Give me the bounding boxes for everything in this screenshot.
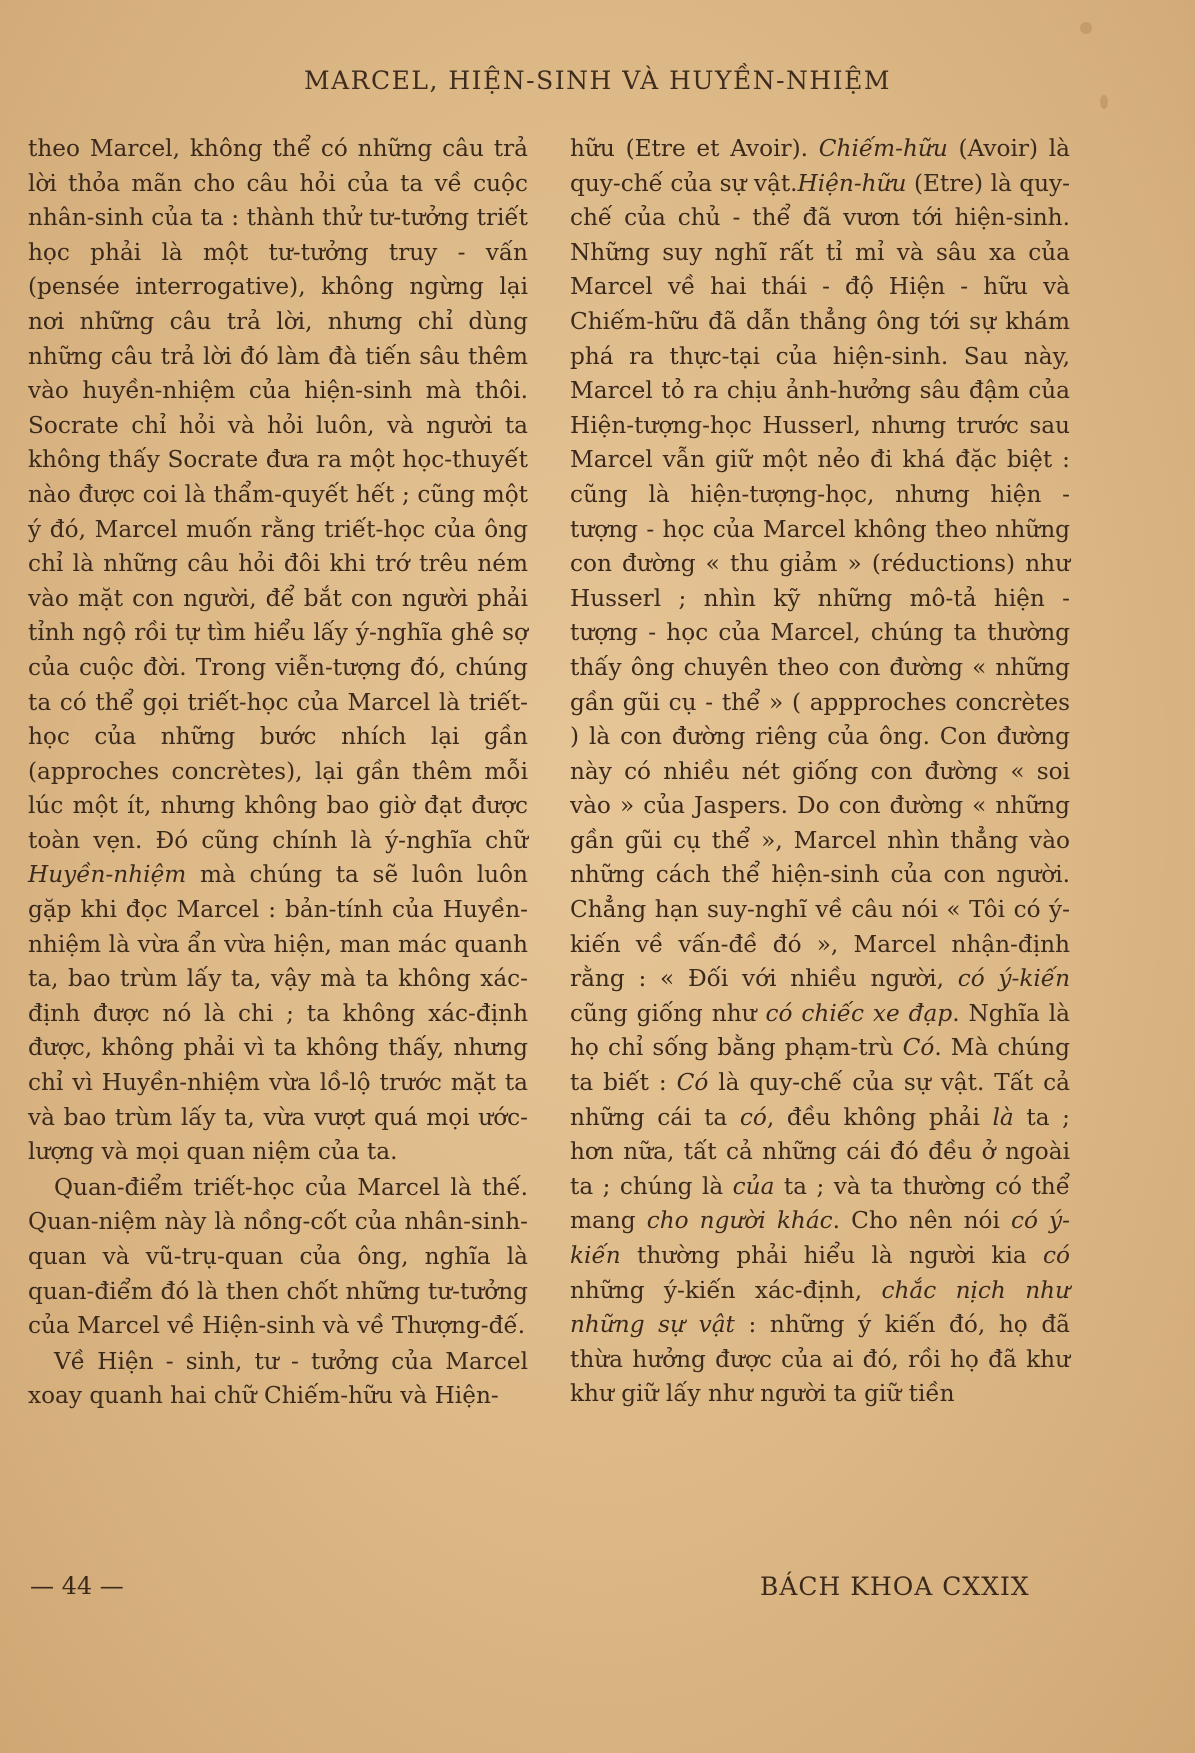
paragraph: theo Marcel, không thể có những câu trả lời thỏa mãn cho câu hỏi của ta về cuộc nhân-sinh của ta : thành thử tư-tưởng triết học phải là một tư-tưởng truy - vấn (pensée interrogative), không ngừng lại nơi những câu trả lời, nhưng chỉ dùng những câu trả lời đó làm đà tiến sâu thêm vào huyền-nhiệm của hiện-sinh mà thôi. Socrate chỉ hỏi và hỏi luôn, và người ta không thấy Socrate đưa ra một học-thuyết nào được coi là thẩm-quyết hết ; cũng một ý đó, Marcel muốn rằng triết-học của ông chỉ là những câu hỏi đôi khi trớ trêu ném vào mặt con người, để bắt con người phải tỉnh ngộ rồi tự tìm hiểu lấy ý-nghĩa ghê sợ của cuộc đời. Trong viễn-tượng đó, chúng ta có thể gọi triết-học của Marcel là triết-học của những bước nhích lại gần (approches concrètes), lại gần thêm mỗi lúc một ít, nhưng không bao giờ đạt được toàn vẹn. Đó cũng chính là ý-nghĩa chữ Huyền-nhiệm mà chúng ta sẽ luôn luôn gặp khi đọc Marcel : bản-tính của Huyền-nhiệm là vừa ẩn vừa hiện, man mác quanh ta, bao trùm lấy ta, vậy mà ta không xác-định được nó là chi ; ta không xác-định được, không phải vì ta không thấy, nhưng chỉ vì Huyền-nhiệm vừa lồ-lộ trước mặt ta và bao trùm lấy ta, vừa vượt quá mọi ước-lượng và mọi quan niệm của ta. <box>28 135 528 1166</box>
running-header: MARCEL, HIỆN-SINH VÀ HUYỀN-NHIỆM <box>304 66 891 95</box>
journal-footer: BÁCH KHOA CXXIX <box>760 1572 1030 1601</box>
paper-stain <box>1100 95 1108 109</box>
paper-stain <box>1080 22 1092 34</box>
page-number: — 44 — <box>30 1572 124 1600</box>
left-column <box>28 132 528 1414</box>
paragraph: hữu (Etre et Avoir). Chiếm-hữu (Avoir) là quy-chế của sự vật.Hiện-hữu (Etre) là quy-chế của chủ - thể đã vươn tới hiện-sinh. Những suy nghĩ rất tỉ mỉ và sâu xa của Marcel về hai thái - độ Hiện - hữu và Chiếm-hữu đã dẫn thẳng ông tới sự khám phá ra thực-tại của hiện-sinh. Sau này, Marcel tỏ ra chịu ảnh-hưởng sâu đậm của Hiện-tượng-học Husserl, nhưng trước sau Marcel vẫn giữ một nẻo đi khá đặc biệt : cũng là hiện-tượng-học, nhưng hiện - tượng - học của Marcel không theo những con đường « thu giảm » (réductions) như Husserl ; nhìn kỹ những mô-tả hiện - tượng - học của Marcel, chúng ta thường thấy ông chuyên theo con đường « những gần gũi cụ - thể » ( appproches concrètes ) là con đường riêng của ông. Con đường này có nhiều nét giống con đường « soi vào » của Jaspers. Do con đường « những gần gũi cụ thể », Marcel nhìn thẳng vào những cách thể hiện-sinh của con người. Chẳng hạn suy-nghĩ về câu nói « Tôi có ý-kiến về vấn-đề đó », Marcel nhận-định rằng : « Đối với nhiều người, có ý-kiến cũng giống như có chiếc xe đạp. Nghĩa là họ chỉ sống bằng phạm-trù Có. Mà chúng ta biết : Có là quy-chế của sự vật. Tất cả những cái ta có, đều không phải là ta ; hơn nữa, tất cả những cái đó đều ở ngoài ta ; chúng là của ta ; và ta thường có thể mang cho người khác. Cho nên nói có ý-kiến thường phải hiểu là người kia có những ý-kiến xác-định, chắc nịch như những sự vật : những ý kiến đó, họ đã thừa hưởng được của ai đó, rồi họ đã khư khư giữ lấy như người ta giữ tiền <box>570 135 1071 1408</box>
right-column <box>570 132 1070 1412</box>
paragraph: Về Hiện - sinh, tư - tưởng của Marcel xoay quanh hai chữ Chiếm-hữu và Hiện- <box>28 1347 528 1410</box>
paragraph: Quan-điểm triết-học của Marcel là thế. Quan-niệm này là nồng-cốt của nhân-sinh-quan và vũ-trụ-quan của ông, nghĩa là quan-điểm đó là then chốt những tư-tưởng của Marcel về Hiện-sinh và về Thượng-đế. <box>28 1173 528 1340</box>
